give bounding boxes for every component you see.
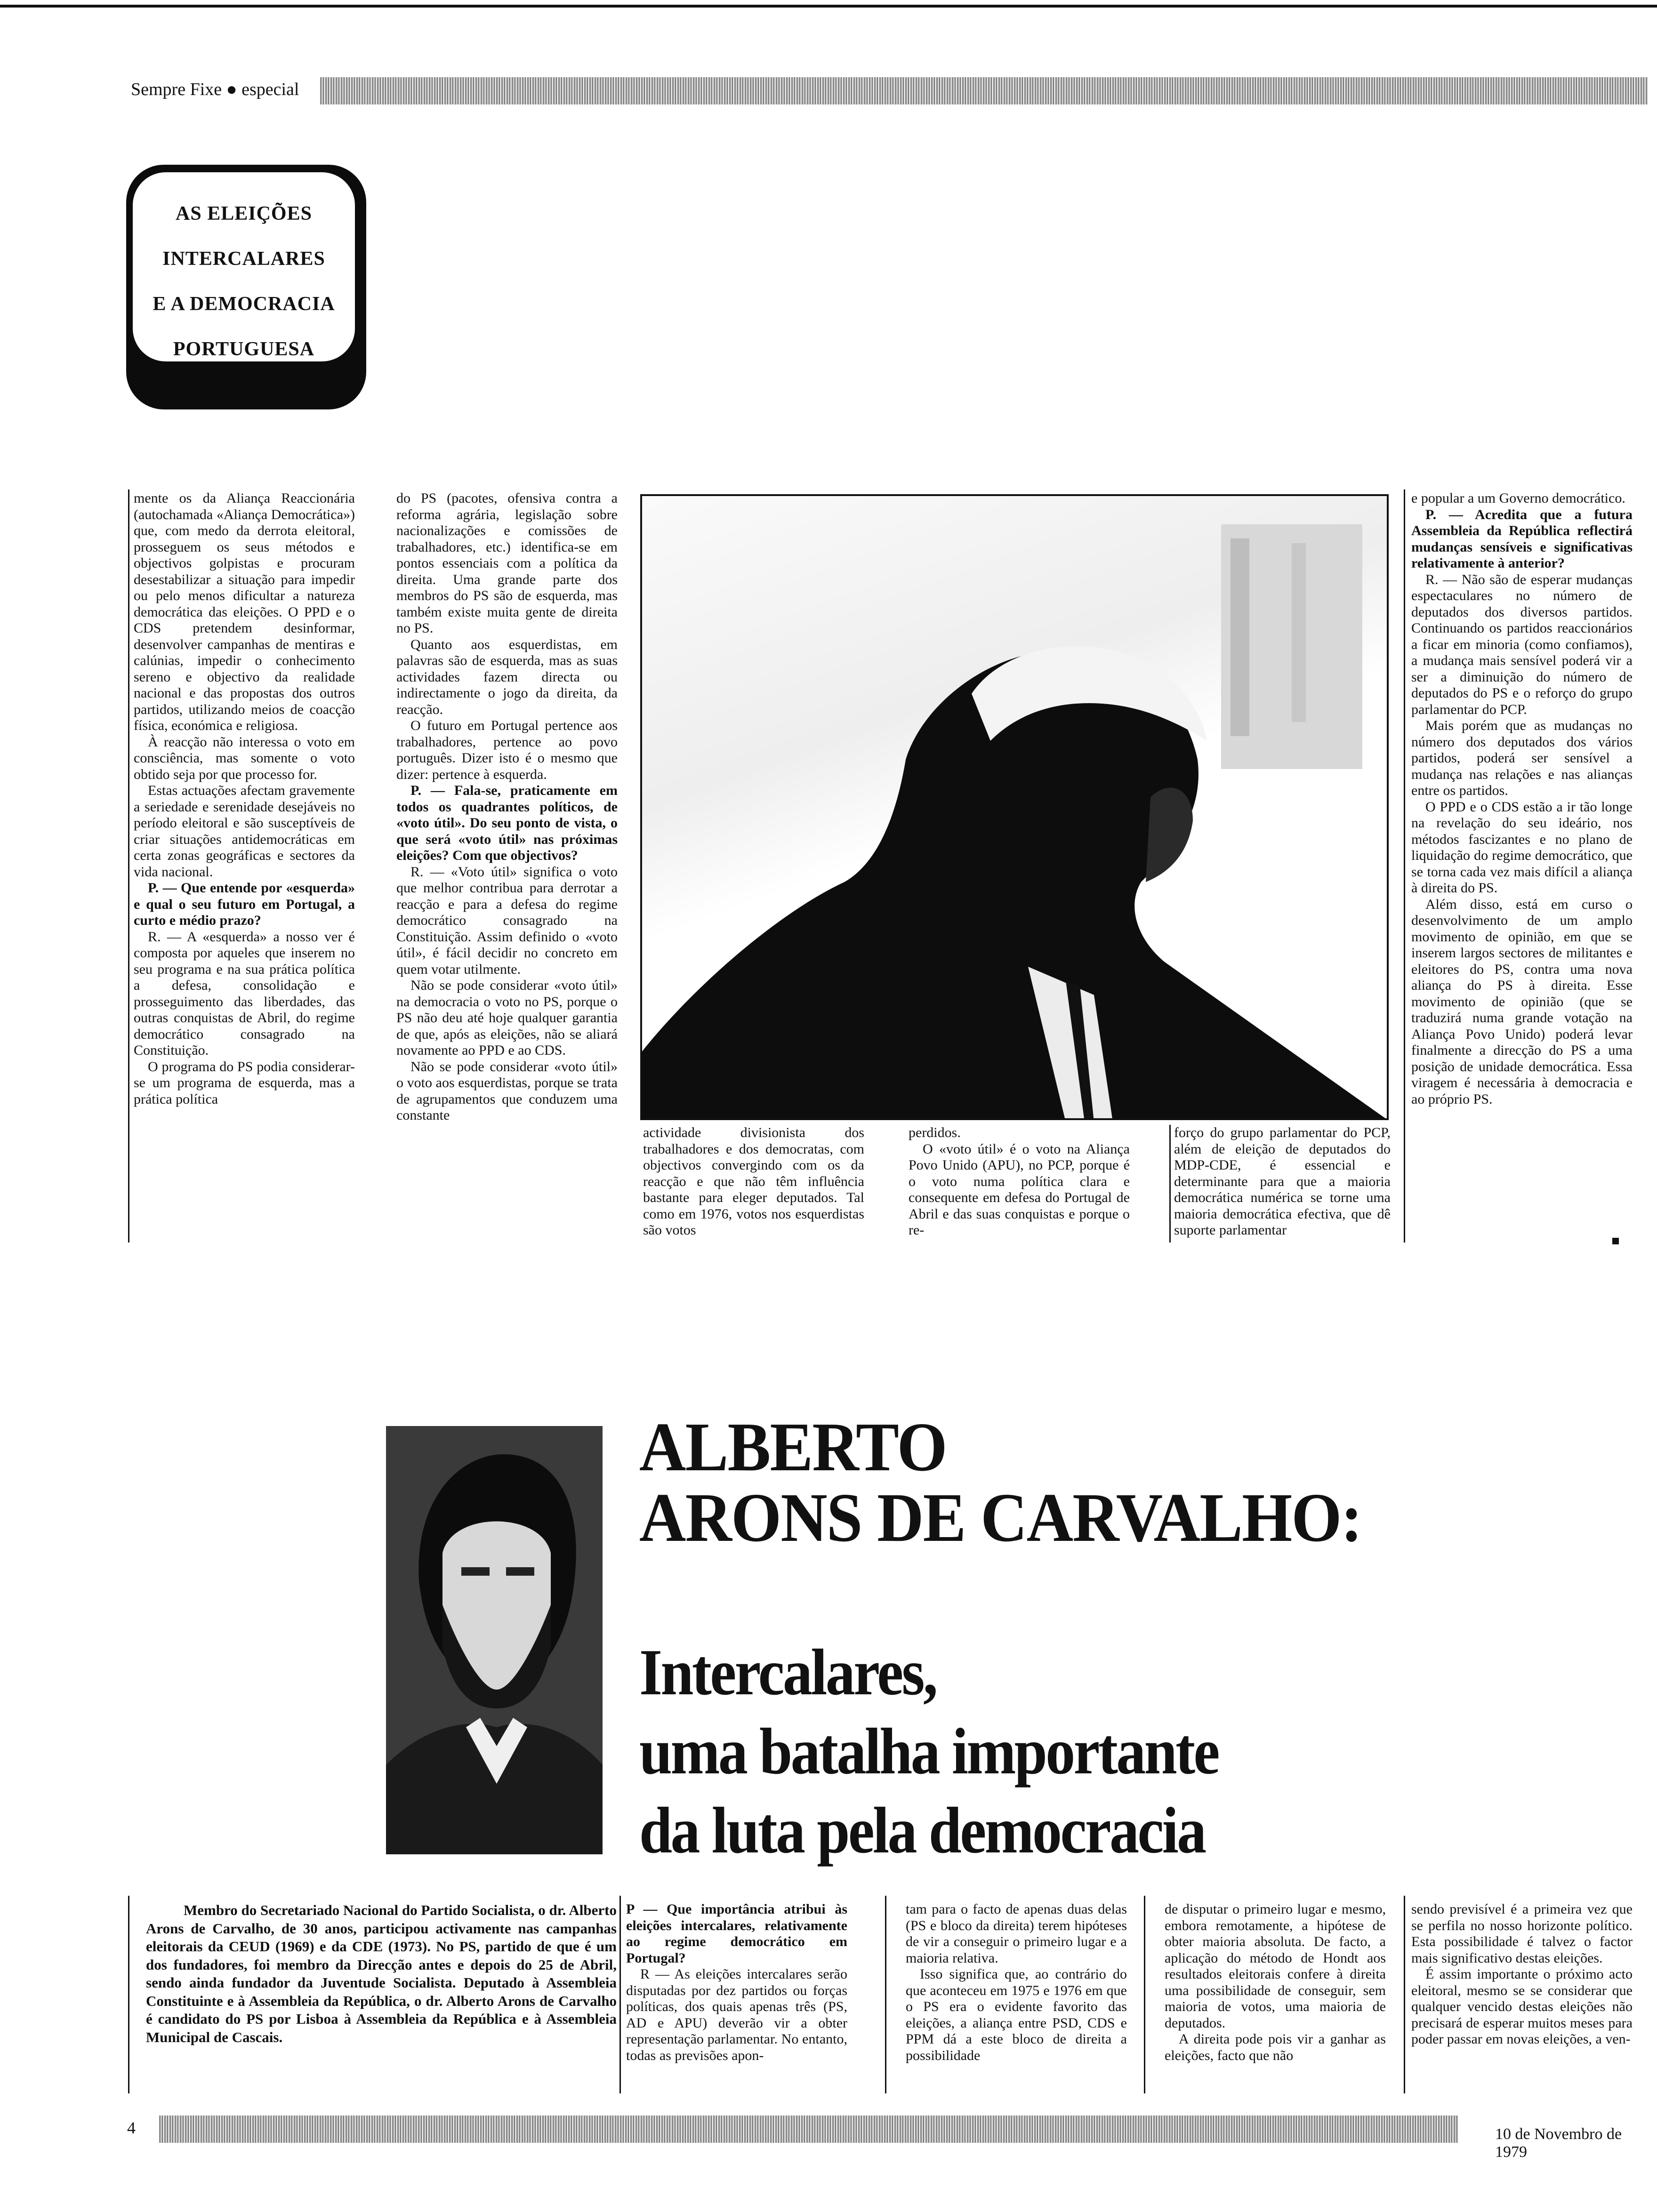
article2-column-4 [1411,1901,1633,2099]
paragraph: O PPD e o CDS estão a ir tão longe na revelação do seu ideário, nos métodos fascizantes e no plano de liquidação do regime democrático, que se torna cada vez mais difícil a aliança à direita do PS. [1411,799,1633,896]
paragraph: O programa do PS podia considerar-se um programa de esquerda, mas a prática política [134,1058,355,1107]
article2-column-1 [626,1901,847,2099]
paragraph: R. — A «esquerda» a nosso ver é composta por aqueles que inserem no seu programa e na sua prática política a defesa, consolidação e prosseguimento das liberdades, das outras conquistas de Abril, do regime democrático consagrado na Constituição. [134,929,355,1058]
issue-date: 10 de Novembro de 1979 [1495,2125,1622,2161]
article1-column-6 [1411,490,1633,1239]
paragraph: e popular a um Governo democrático. [1411,490,1625,506]
paragraph: actividade divisionista dos trabalhadores e dos democratas, com objectivos convergindo com os da reacção e que não têm influência bastante para eleger deputados. Tal como em 1976, votos nos esquerdistas são votos [643,1125,864,1238]
article1-column-2 [396,490,618,1229]
paragraph: do PS (pacotes, ofensiva contra a reforma agrária, legislação sobre nacionalizações e comissões de trabalhadores, etc.) identifica-se em pontos essenciais com a política da direita. Uma grande parte dos membros do PS são de esquerda, mas também existe muita gente de direita no PS. [396,490,618,636]
paragraph: Quanto aos esquerdistas, em palavras são de esquerda, mas as suas actividades fazem directa ou indirectamente o jogo da direita, da reacção. [396,636,618,717]
headline-line: Intercalares, [639,1636,936,1709]
paragraph: É assim importante o próximo acto eleitoral, mesmo se se considerar que qualquer vencido destas eleições não precisará de esperar muitos meses para poder passar em novas eleições, a ven- [1411,1966,1633,2047]
paragraph: Isso significa que, ao contrário do que aconteceu em 1975 e 1976 em que o PS era o evidente favorito das eleições, a aliança entre PSD, CDS e PPM dá a este bloco de direita a possibilidade [906,1966,1127,2063]
paragraph: Estas actuações afectam gravemente a seriedade e serenidade desejáveis no período eleitoral e são susceptíveis de criar situações antidemocráticas em certa zonas geográficas e sectores da vida nacional. [134,783,355,880]
column-rule [1404,1896,1405,2093]
paragraph: Mais porém que as mudanças no número dos deputados dos vários partidos, poderá ser sensível a mudança nas relações e nas alianças entre os partidos. [1411,718,1633,798]
header-texture-band [320,77,1648,104]
boxout-title [133,172,355,361]
boxout-line: PORTUGUESA [173,338,315,360]
paragraph: mente os da Aliança Reaccionária (autochamada «Aliança Democrática») que, com medo da derrota eleitoral, prosseguem os seus métodos e objectivos golpistas e procuram desestabilizar a situação para impedir ou pelo menos dificultar a natureza democrática das eleições. O PPD e o CDS pretendem desinformar, desenvolver campanhas de mentiras e calúnias, impedir o conhecimento sereno e objectivo da realidade nacional e das propostas dos outros partidos, utilizando meios de coacção física, económica e religiosa. [134,490,355,733]
portrait-illustration [386,1426,603,1854]
article2-column-3 [1165,1901,1386,2099]
headline [639,1633,1218,1870]
article1-column-3 [643,1125,864,1238]
end-mark [1612,1238,1619,1244]
article1-column-5 [1174,1125,1391,1242]
boxout-line: INTERCALARES [162,248,325,270]
column-rule [1404,489,1405,1242]
paragraph: sendo previsível é a primeira vez que se perfila no nosso horizonte político. Esta possibilidade é talvez o factor mais significativo destas eleições. [1411,1901,1633,1966]
headline-line: da luta pela democracia [639,1794,1205,1867]
paragraph: Além disso, está em curso o desenvolvimento de um amplo movimento de opinião, em que se inserem largos sectores de militantes e eleitores do PS, contra uma nova aliança do PS à direita. Esse movimento de opinião (que se traduzirá numa grande votação na Aliança Povo Unido) poderá levar finalmente a direcção do PS a uma posição de unidade democrática. Essa viragem é necessária à democracia e ao próprio PS. [1411,896,1633,1107]
column-rule [619,1896,621,2093]
intro-paragraph: Membro do Secretariado Nacional do Partido Socialista, o dr. Alberto Arons de Carvalho, de 30 anos, participou activamente nas campanhas eleitorais da CEUD (1969) e da CDE (1973). No PS, partido de que é um dos fundadores, foi membro da Direcção antes e depois do 25 de Abril, sendo ainda fundador da Juventude Socialista. Deputado à Assembleia Constituinte e à Assembleia da República, o dr. Alberto Arons de Carvalho é candidato do PS por Lisboa à Assembleia da República e à Assembleia Municipal de Cascais. [146,1902,617,2045]
paragraph: O futuro em Portugal pertence aos trabalhadores, pertence ao povo português. Dizer isto é o mesmo que dizer: pertence à esquerda. [396,718,618,782]
paragraph: tam para o facto de apenas duas delas (PS e bloco da direita) terem hipóteses de vir a conseguir o primeiro lugar e a maioria relativa. [906,1901,1127,1966]
footer-texture-band [159,2116,1458,2143]
paragraph: O «voto útil» é o voto na Aliança Povo Unido (APU), no PCP, porque é o voto numa política clara e consequente em defesa do Portugal de Abril e das suas conquistas e porque o re- [909,1141,1130,1238]
article2-intro [146,1901,617,2046]
paragraph: Não se pode considerar «voto útil» o voto aos esquerdistas, porque se trata de agrupamentos que conduzem uma constante [396,1058,618,1123]
top-rule [0,5,1657,8]
question: P. — Que entende por «esquerda» e qual o seu futuro em Portugal, a curto e médio prazo? [134,880,355,928]
paragraph: R. — Não são de esperar mudanças espectaculares no número de deputados dos diversos partidos. Continuando os partidos reaccionários a ficar em minoria (como confiamos), a mudança mais sensível poderá vir a ser a diminuição do número de deputados do PS e o reforço do grupo parlamentar do PCP. [1411,571,1633,717]
article1-column-4 [909,1125,1130,1238]
page-number: 4 [127,2118,136,2137]
name-line-2: ARONS DE CARVALHO: [639,1479,1362,1556]
column-rule [1169,1125,1171,1242]
paragraph: À reacção não interessa o voto em consciência, mas somente o voto obtido seja por que processo for. [134,734,355,782]
column-rule [128,489,129,1242]
paragraph: perdidos. [909,1125,961,1140]
article1-column-1 [134,490,355,1229]
paragraph: A direita pode pois vir a ganhar as eleições, facto que não [1165,2031,1386,2063]
paragraph: de disputar o primeiro lugar e mesmo, embora remotamente, a hipótese de obter maioria absoluta. De facto, a aplicação do método de Hondt aos resultados eleitorais confere à direita uma possibilidade de conseguir, sem maioria de votos, uma maioria de deputados. [1165,1901,1386,2031]
column-rule [1144,1896,1145,2093]
interview-photo [640,494,1389,1120]
column-rule [885,1896,886,2093]
headline-line: uma batalha importante [639,1715,1218,1788]
interviewee-name [639,1409,1362,1556]
paragraph: R — As eleições intercalares serão disputadas por dez partidos ou forças políticas, dos quais apenas três (PS, AD e APU) deverão vir a obter representação parlamentar. No entanto, todas as previsões apon- [626,1966,847,2063]
photo-silhouette [642,496,1389,1120]
boxout-line: E A DEMOCRACIA [153,293,335,315]
paragraph: forço do grupo parlamentar do PCP, além de eleição de deputados do MDP-CDE, é essencial e determinante para que a maioria democrática numérica se torne uma maioria democrática efectiva, que dê suporte parlamentar [1174,1125,1391,1238]
question: P. — Fala-se, praticamente em todos os quadrantes políticos, de «voto útil». Do seu ponto de vista, o que será «voto útil» nas próximas eleições? Com que objectivos? [396,783,618,863]
portrait-photo [386,1426,603,1854]
column-rule [128,1896,129,2093]
boxout-line: AS ELEIÇÕES [176,203,312,224]
paragraph: Não se pode considerar «voto útil» na democracia o voto no PS, porque o PS não deu até hoje qualquer garantia de que, após as eleições, não se aliará novamente ao PPD e ao CDS. [396,978,618,1058]
section-label: Sempre Fixe ● especial [131,80,299,99]
article2-column-2 [906,1901,1127,2099]
section-boxout [126,165,366,409]
question: P — Que importância atribui às eleições intercalares, relativamente ao regime democrático em Portugal? [626,1901,847,1966]
question: P. — Acredita que a futura Assembleia da República reflectirá mudanças sensíveis e significativas relativamente à anterior? [1411,506,1633,571]
name-line-1: ALBERTO [639,1409,947,1486]
paragraph: R. — «Voto útil» significa o voto que melhor contribua para derrotar a reacção e para a defesa do regime democrático consagrado na Constituição. Assim definido o «voto útil», é fácil decidir no concreto em quem votar utilmente. [396,864,618,977]
